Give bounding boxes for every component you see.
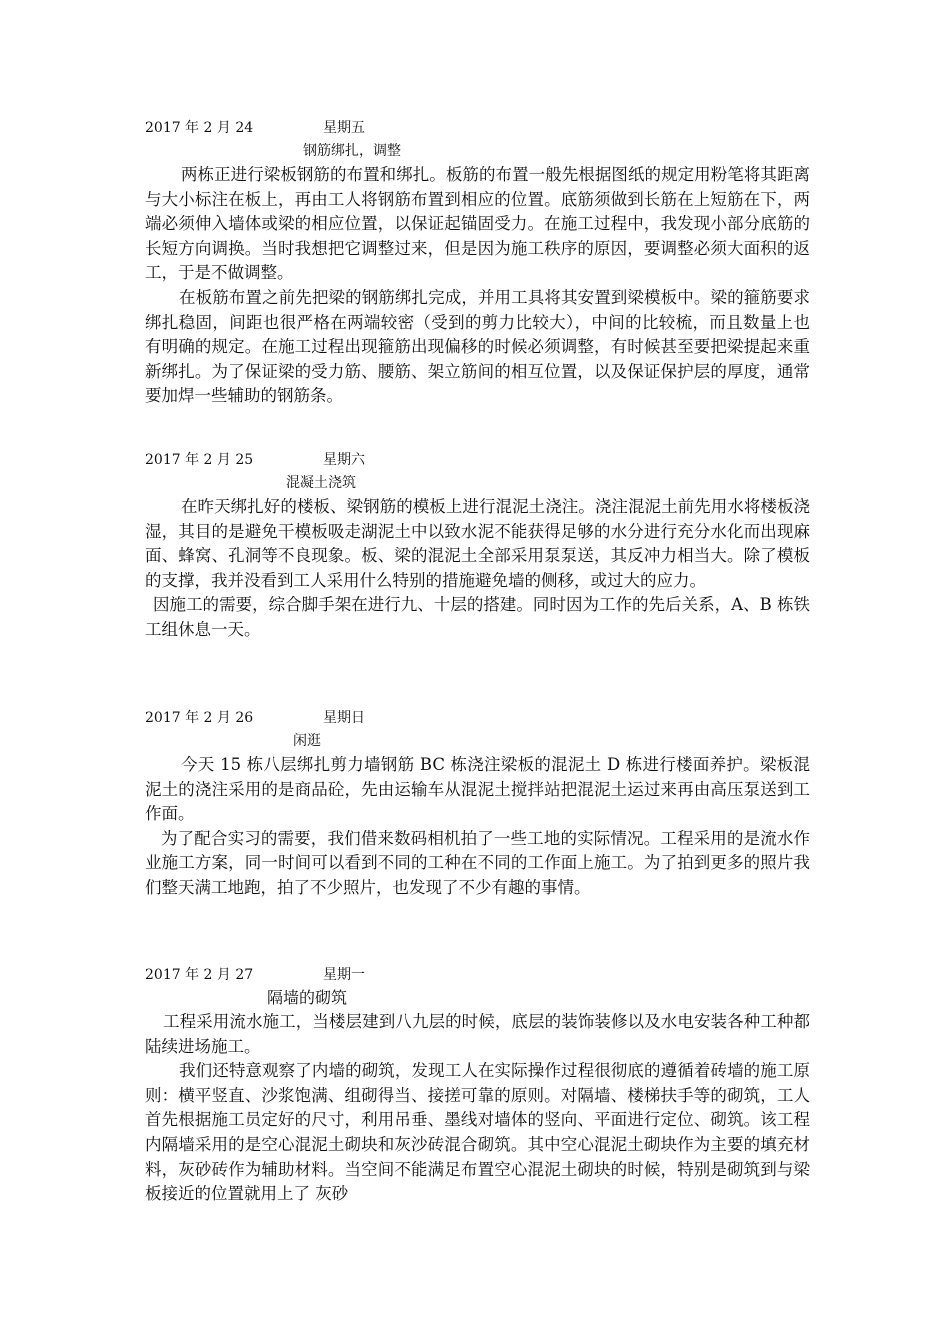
entry-paragraph: 两栋正进行梁板钢筋的布置和绑扎。板筋的布置一般先根据图纸的规定用粉笔将其距离与大小标注在板上，再由工人将钢筋布置到相应的位置。底筋须做到长筋在上短筋在下，两端必须伸入墙体或梁的相应位置，以保证起锚固受力。在施工过程中，我发现小部分底筋的长短方向调换。当时我想把它调整过来，但是因为施工秩序的原因，要调整必须大面积的返工，于是不做调整。 bbox=[145, 165, 810, 283]
entry-paragraph: 在昨天绑扎好的楼板、梁钢筋的模板上进行混泥土浇注。浇注混泥土前先用水将楼板浇湿，其目的是避免干模板吸走湖泥土中以致水泥不能获得足够的水分进行充分水化而出现麻面、蜂窝、孔洞等不良现象。板、梁的混泥土全部采用泵泵送，其反冲力相当大。除了模板的支撑，我并没看到工人采用什么特别的措施避免墙的侧移，或过大的应力。 bbox=[145, 497, 810, 590]
entry-paragraph: 工程采用流水施工，当楼层建到八九层的时候，底层的装饰装修以及水电安装各种工种都陆续进场施工。 bbox=[145, 1012, 810, 1056]
entry-paragraph: 为了配合实习的需要，我们借来数码相机拍了一些工地的实际情况。工程采用的是流水作业施工方案，同一时间可以看到不同的工种在不同的工作面上施工。为了拍到更多的照片我们整天满工地跑，拍了不少照片，也发现了不少有趣的事情。 bbox=[145, 828, 810, 897]
entry-date: 2017 年 2 月 27 bbox=[145, 967, 254, 983]
diary-entry bbox=[145, 117, 810, 409]
entry-weekday: 星期五 bbox=[323, 120, 365, 136]
entry-weekday: 星期日 bbox=[323, 710, 365, 726]
entry-date-line bbox=[145, 964, 810, 986]
entry-date: 2017 年 2 月 25 bbox=[145, 452, 254, 468]
entry-topic: 钢筋绑扎，调整 bbox=[303, 143, 401, 159]
entry-paragraph: 我们还特意观察了内墙的砌筑，发现工人在实际操作过程很彻底的遵循着砖墙的施工原则：横平竖直、沙浆饱满、组砌得当、接搓可靠的原则。对隔墙、楼梯扶手等的砌筑，工人首先根据施工员定好的尺寸，利用吊垂、墨线对墙体的竖向、平面进行定位、砌筑。该工程内隔墙采用的是空心混泥土砌块和灰沙砖混合砌筑。其中空心混泥土砌块作为主要的填充材料，灰砂砖作为辅助材料。当空间不能满足布置空心混泥土砌块的时候，特别是砌筑到与梁板接近的位置就用上了 灰砂 bbox=[145, 1061, 810, 1204]
entry-date: 2017 年 2 月 24 bbox=[145, 120, 254, 136]
entry-topic: 闲逛 bbox=[293, 733, 321, 749]
entry-weekday: 星期六 bbox=[323, 452, 365, 468]
diary-entry bbox=[145, 707, 810, 901]
entry-paragraph: 因施工的需要，综合脚手架在进行九、十层的搭建。同时因为工作的先后关系，A、B 栋铁工组休息一天。 bbox=[145, 595, 810, 639]
entry-date-line bbox=[145, 707, 810, 729]
entry-date-line bbox=[145, 117, 810, 139]
entry-paragraph: 在板筋布置之前先把梁的钢筋绑扎完成，并用工具将其安置到梁模板中。梁的箍筋要求绑扎稳固，间距也很严格在两端较密（受到的剪力比较大），中间的比较梳，而且数量上也有明确的规定。在施工过程出现箍筋出现偏移的时候必须调整，有时候甚至要把梁提起来重新绑扎。为了保证梁的受力筋、腰筋、架立筋间的相互位置，以及保证保护层的厚度，通常要加焊一些辅助的钢筋条。 bbox=[145, 287, 810, 406]
entry-topic: 混凝土浇筑 bbox=[286, 475, 356, 491]
entry-weekday: 星期一 bbox=[323, 967, 365, 983]
entry-date-line bbox=[145, 449, 810, 471]
entry-paragraph: 今天 15 栋八层绑扎剪力墙钢筋 BC 栋浇注梁板的混泥土 D 栋进行楼面养护。梁板混泥土的浇注采用的是商品砼，先由运输车从混泥土搅拌站把混泥土运过来再由高压泵送到工作面。 bbox=[145, 755, 811, 824]
entry-date: 2017 年 2 月 26 bbox=[145, 710, 254, 726]
diary-entry bbox=[145, 964, 810, 1207]
diary-entry bbox=[145, 449, 810, 643]
entry-topic: 隔墙的砌筑 bbox=[267, 988, 348, 1007]
